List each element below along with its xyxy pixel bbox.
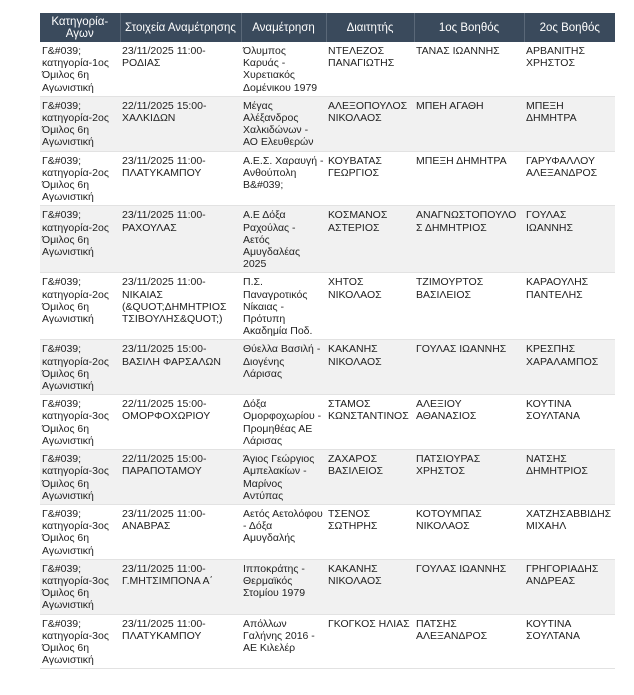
cell-referee: ΚΟΥΒΑΤΑΣ ΓΕΩΡΓΙΟΣ	[326, 151, 414, 206]
cell-match-details: 23/11/2025 11:00- ΡΟΔΙΑΣ	[120, 42, 241, 96]
table-row	[40, 395, 615, 450]
cell-match: Θύελλα Βασιλή - Διογένης Λάρισας	[241, 340, 326, 395]
cell-match: Π.Σ. Παναγροτικός Νίκαιας - Πρότυπη Ακαδημία Ποδ.	[241, 273, 326, 340]
cell-assistant-1: ΑΛΕΞΙΟΥ ΑΘΑΝΑΣΙΟΣ	[414, 395, 524, 450]
cell-match-details: 23/11/2025 11:00- Γ.ΜΗΤΣΙΜΠΟΝΑ Α΄	[120, 559, 241, 614]
cell-assistant-1: ΓΟΥΛΑΣ ΙΩΑΝΝΗΣ	[414, 340, 524, 395]
table-row	[40, 96, 615, 151]
cell-referee: ΝΤΕΛΕΖΟΣ ΠΑΝΑΓΙΩΤΗΣ	[326, 42, 414, 96]
header-assistant-2: 2ος Βοηθός	[524, 13, 615, 42]
cell-assistant-2: ΝΑΤΣΗΣ ΔΗΜΗΤΡΙΟΣ	[524, 450, 615, 505]
cell-assistant-1: ΓΟΥΛΑΣ ΙΩΑΝΝΗΣ	[414, 559, 524, 614]
cell-match-details: 22/11/2025 15:00- ΠΑΡΑΠΟΤΑΜΟΥ	[120, 450, 241, 505]
cell-referee: ΓΚΟΓΚΟΣ ΗΛΙΑΣ	[326, 614, 414, 669]
table-row	[40, 206, 615, 273]
cell-match-details: 23/11/2025 15:00- ΒΑΣΙΛΗ ΦΑΡΣΑΛΩΝ	[120, 340, 241, 395]
cell-assistant-1: ΠΑΤΣΗΣ ΑΛΕΞΑΝΔΡΟΣ	[414, 614, 524, 669]
cell-assistant-1: ΠΑΤΣΙΟΥΡΑΣ ΧΡΗΣΤΟΣ	[414, 450, 524, 505]
cell-match: Α.Ε.Σ. Χαραυγή - Ανθούπολη Β&#039;	[241, 151, 326, 206]
table-row	[40, 42, 615, 96]
table-row	[40, 614, 615, 669]
header-assistant-1: 1ος Βοηθός	[414, 13, 524, 42]
cell-match: Όλυμπος Καρυάς - Χυρετιακός Δομένικου 1979	[241, 42, 326, 96]
header-row	[40, 13, 615, 42]
cell-assistant-2: ΓΟΥΛΑΣ ΙΩΑΝΝΗΣ	[524, 206, 615, 273]
table-row	[40, 273, 615, 340]
table-row	[40, 450, 615, 505]
cell-match-details: 22/11/2025 15:00- ΧΑΛΚΙΔΩΝ	[120, 96, 241, 151]
cell-match: Άγιος Γεώργιος Αμπελακίων - Μαρίνος Αντύπας	[241, 450, 326, 505]
cell-referee: ΖΑΧΑΡΟΣ ΒΑΣΙΛΕΙΟΣ	[326, 450, 414, 505]
cell-referee: ΧΗΤΟΣ ΝΙΚΟΛΑΟΣ	[326, 273, 414, 340]
cell-category: Γ&#039; κατηγορία-3ος Όμιλος 6η Αγωνιστική	[40, 504, 120, 559]
cell-assistant-2: ΓΡΗΓΟΡΙΑΔΗΣ ΑΝΔΡΕΑΣ	[524, 559, 615, 614]
table-body	[40, 42, 615, 669]
cell-assistant-2: ΧΑΤΖΗΣΑΒΒΙΔΗΣ ΜΙΧΑΗΛ	[524, 504, 615, 559]
cell-match: Ιπποκράτης - Θερμαϊκός Στομίου 1979	[241, 559, 326, 614]
cell-category: Γ&#039; κατηγορία-2ος Όμιλος 6η Αγωνιστική	[40, 206, 120, 273]
cell-referee: ΚΑΚΑΝΗΣ ΝΙΚΟΛΑΟΣ	[326, 559, 414, 614]
cell-referee: ΚΟΣΜΑΝΟΣ ΑΣΤΕΡΙΟΣ	[326, 206, 414, 273]
cell-assistant-2: ΚΟΥΤΙΝΑ ΣΟΥΛΤΑΝΑ	[524, 395, 615, 450]
assignments-table-wrapper	[40, 13, 615, 669]
cell-category: Γ&#039; κατηγορία-3ος Όμιλος 6η Αγωνιστική	[40, 559, 120, 614]
cell-category: Γ&#039; κατηγορία-1ος Όμιλος 6η Αγωνιστική	[40, 42, 120, 96]
cell-referee: ΤΣΕΝΟΣ ΣΩΤΗΡΗΣ	[326, 504, 414, 559]
cell-match: Α.Ε Δόξα Ραχούλας - Αετός Αμυγδαλέας 2025	[241, 206, 326, 273]
cell-category: Γ&#039; κατηγορία-2ος Όμιλος 6η Αγωνιστική	[40, 96, 120, 151]
cell-match: Μέγας Αλέξανδρος Χαλκιδώνων - ΑΟ Ελευθερών	[241, 96, 326, 151]
cell-assistant-2: ΑΡΒΑΝΙΤΗΣ ΧΡΗΣΤΟΣ	[524, 42, 615, 96]
cell-assistant-2: ΚΟΥΤΙΝΑ ΣΟΥΛΤΑΝΑ	[524, 614, 615, 669]
table-header	[40, 13, 615, 42]
cell-referee: ΑΛΕΞΟΠΟΥΛΟΣ ΝΙΚΟΛΑΟΣ	[326, 96, 414, 151]
table-row	[40, 151, 615, 206]
cell-match-details: 23/11/2025 11:00- ΡΑΧΟΥΛΑΣ	[120, 206, 241, 273]
cell-match: Δόξα Ομορφοχωρίου - Προμηθέας ΑΕ Λάρισας	[241, 395, 326, 450]
cell-match: Αετός Αετολόφου - Δόξα Αμυγδαλής	[241, 504, 326, 559]
cell-category: Γ&#039; κατηγορία-3ος Όμιλος 6η Αγωνιστική	[40, 450, 120, 505]
cell-assistant-1: ΚΟΤΟΥΜΠΑΣ ΝΙΚΟΛΑΟΣ	[414, 504, 524, 559]
header-match-details: Στοιχεία Αναμέτρησης	[120, 13, 241, 42]
header-category: Κατηγορία-Αγων	[40, 13, 120, 42]
cell-assistant-1: ΜΠΕΗ ΑΓΑΘΗ	[414, 96, 524, 151]
cell-match: Απόλλων Γαλήνης 2016 - ΑΕ Κιλελέρ	[241, 614, 326, 669]
table-row	[40, 340, 615, 395]
cell-assistant-1: ΤΑΝΑΣ ΙΩΑΝΝΗΣ	[414, 42, 524, 96]
header-referee: Διαιτητής	[326, 13, 414, 42]
cell-assistant-1: ΑΝΑΓΝΩΣΤΟΠΟΥΛΟΣ ΔΗΜΗΤΡΙΟΣ	[414, 206, 524, 273]
cell-assistant-1: ΜΠΕΞΗ ΔΗΜΗΤΡΑ	[414, 151, 524, 206]
cell-assistant-2: ΜΠΕΞΗ ΔΗΜΗΤΡΑ	[524, 96, 615, 151]
cell-category: Γ&#039; κατηγορία-2ος Όμιλος 6η Αγωνιστική	[40, 340, 120, 395]
cell-category: Γ&#039; κατηγορία-2ος Όμιλος 6η Αγωνιστική	[40, 273, 120, 340]
referee-assignments-table	[40, 13, 615, 669]
cell-match-details: 23/11/2025 11:00- ΠΛΑΤΥΚΑΜΠΟΥ	[120, 151, 241, 206]
cell-match-details: 23/11/2025 11:00- ΠΛΑΤΥΚΑΜΠΟΥ	[120, 614, 241, 669]
cell-referee: ΣΤΑΜΟΣ ΚΩΝΣΤΑΝΤΙΝΟΣ	[326, 395, 414, 450]
cell-match-details: 23/11/2025 11:00- ΝΙΚΑΙΑΣ (&QUOT;ΔΗΜΗΤΡΙΟΣ ΤΣΙΒΟΥΛΗΣ&QUOT;)	[120, 273, 241, 340]
cell-assistant-2: ΚΡΕΣΠΗΣ ΧΑΡΑΛΑΜΠΟΣ	[524, 340, 615, 395]
cell-category: Γ&#039; κατηγορία-2ος Όμιλος 6η Αγωνιστική	[40, 151, 120, 206]
cell-assistant-2: ΚΑΡΑΟΥΛΗΣ ΠΑΝΤΕΛΗΣ	[524, 273, 615, 340]
cell-match-details: 22/11/2025 15:00- ΟΜΟΡΦΟΧΩΡΙΟΥ	[120, 395, 241, 450]
cell-category: Γ&#039; κατηγορία-3ος Όμιλος 6η Αγωνιστική	[40, 614, 120, 669]
cell-match-details: 23/11/2025 11:00- ΑΝΑΒΡΑΣ	[120, 504, 241, 559]
cell-assistant-1: ΤΖΙΜΟΥΡΤΟΣ ΒΑΣΙΛΕΙΟΣ	[414, 273, 524, 340]
cell-category: Γ&#039; κατηγορία-3ος Όμιλος 6η Αγωνιστική	[40, 395, 120, 450]
table-row	[40, 559, 615, 614]
cell-referee: ΚΑΚΑΝΗΣ ΝΙΚΟΛΑΟΣ	[326, 340, 414, 395]
table-row	[40, 504, 615, 559]
header-match: Αναμέτρηση	[241, 13, 326, 42]
cell-assistant-2: ΓΑΡΥΦΑΛΛΟΥ ΑΛΕΞΑΝΔΡΟΣ	[524, 151, 615, 206]
